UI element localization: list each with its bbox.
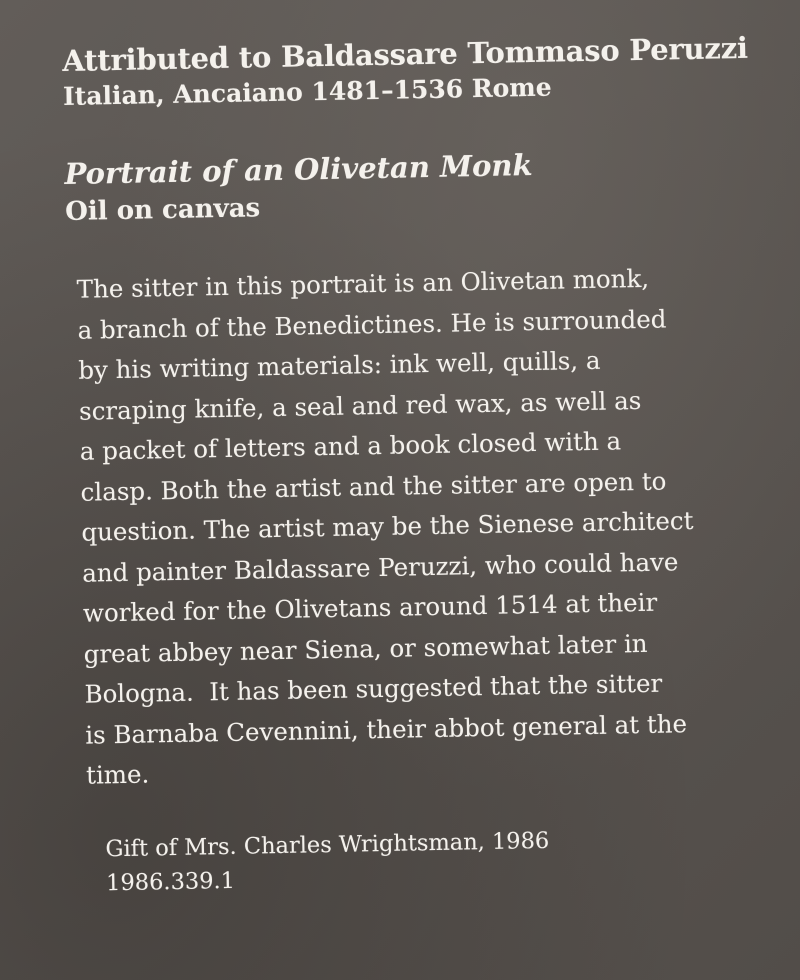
description-line: great abbey near Siena, or somewhat later in (83, 628, 648, 669)
description-line: by his writing materials: ink well, quills, a (78, 345, 601, 385)
description-line: and painter Baldassare Peruzzi, who could have (81, 546, 679, 588)
description-paragraph (76, 257, 726, 796)
description-line: a branch of the Benedictines. He is surrounded (77, 303, 667, 345)
description-line: The sitter in this portrait is an Olivetan monk, (76, 263, 650, 304)
description-line: question. The artist may be the Sienese architect (81, 505, 694, 547)
description-line: time. (85, 759, 150, 790)
artist-nationality-dates: Italian, Ancaiano 1481–1536 Rome (62, 72, 552, 111)
description-line: a packet of letters and a book closed with a (79, 426, 622, 466)
description-line: clasp. Both the artist and the sitter are open to (80, 465, 667, 507)
artist-name: Attributed to Baldassare Tommaso Peruzzi (62, 30, 749, 78)
credit-block (105, 819, 768, 900)
artwork-title: Portrait of an Olivetan Monk (64, 147, 533, 191)
credit-line: Gift of Mrs. Charles Wrightsman, 1986 (105, 827, 550, 862)
description-line: Bologna. It has been suggested that the sitter (84, 668, 663, 709)
description-line: scraping knife, a seal and red wax, as well as (78, 385, 642, 426)
label-text-block (62, 29, 768, 901)
description-line: worked for the Olivetans around 1514 at their (82, 587, 658, 628)
description-line: is Barnaba Cevennini, their abbot general at the (85, 708, 688, 750)
artwork-medium: Oil on canvas (64, 193, 261, 227)
accession-number: 1986.339.1 (105, 867, 236, 896)
